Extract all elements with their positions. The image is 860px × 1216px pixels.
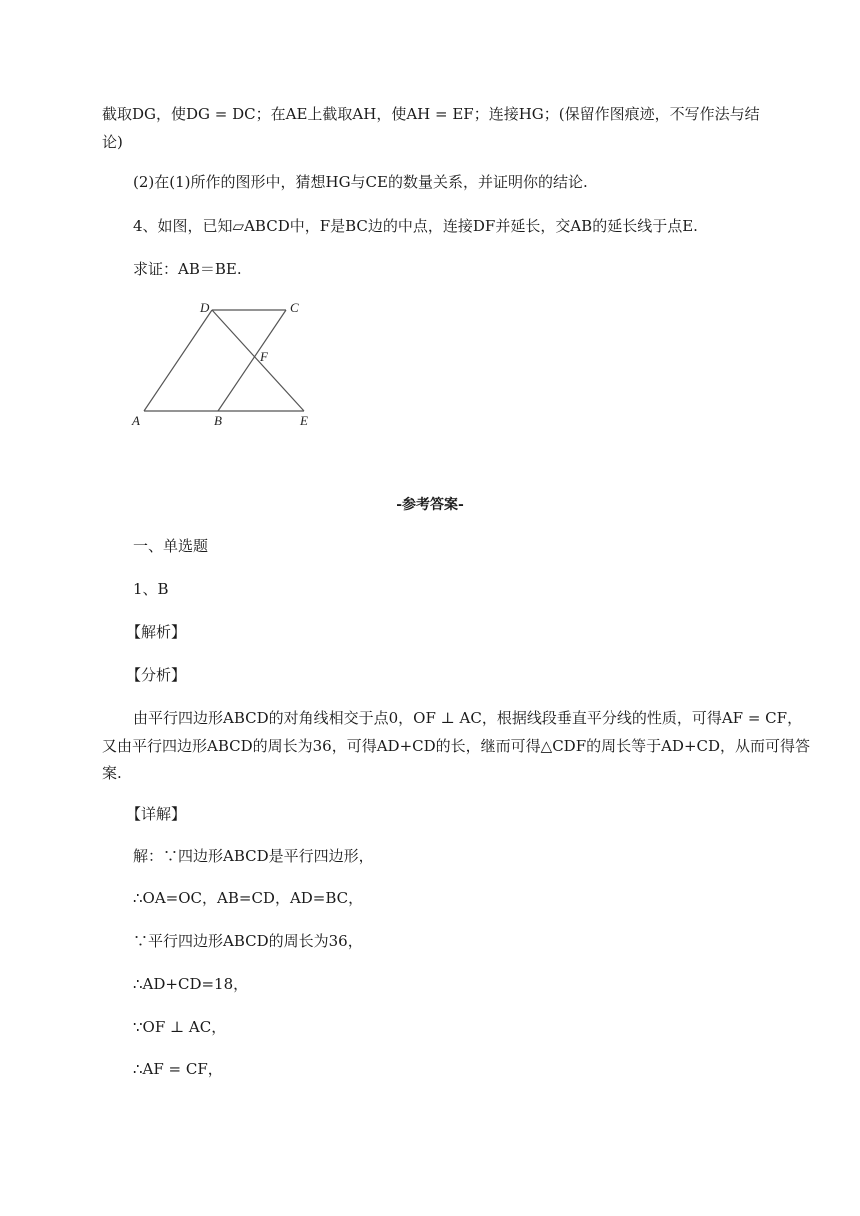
problem4-prove: 求证：AB＝BE. — [133, 260, 242, 278]
answer-q1: 1、B — [133, 580, 169, 598]
problem3-line2: 论) — [102, 133, 123, 151]
label-C: C — [290, 300, 299, 315]
label-F: F — [260, 349, 268, 364]
detail-step: ∵OF ⊥ AC， — [133, 1018, 227, 1036]
segment-DE — [212, 310, 304, 411]
fenxi-line1: 由平行四边形ABCD的对角线相交于点0，OF ⊥ AC，根据线段垂直平分线的性质，可得AF = CF， — [133, 709, 803, 727]
answers-title: -参考答案- — [396, 497, 464, 513]
fenxi-heading: 【分析】 — [126, 666, 187, 684]
label-D: D — [200, 300, 210, 315]
analysis-heading: 【解析】 — [126, 623, 187, 641]
segment-CB — [218, 310, 286, 411]
fenxi-line3: 案. — [102, 764, 122, 782]
label-B: B — [214, 413, 222, 428]
problem3-line1: 截取DG，使DG = DC；在AE上截取AH，使AH = EF；连接HG；(保留作图痕迹，不写作法与结 — [102, 105, 760, 123]
label-A: A — [132, 413, 140, 428]
parallelogram-figure — [128, 295, 328, 435]
detail-heading: 【详解】 — [126, 805, 187, 823]
section-heading: 一、单选题 — [133, 537, 209, 555]
detail-step: 解：∵四边形ABCD是平行四边形， — [133, 847, 374, 865]
fenxi-line2: 又由平行四边形ABCD的周长为36，可得AD+CD的长，继而可得△CDF的周长等于AD+CD，从而可得答 — [102, 737, 811, 755]
segment-AD — [144, 310, 212, 411]
problem4-statement: 4、如图，已知▱ABCD中，F是BC边的中点，连接DF并延长，交AB的延长线于点E. — [133, 217, 698, 235]
label-E: E — [300, 413, 308, 428]
detail-step: ∴OA=OC，AB=CD，AD=BC， — [133, 889, 364, 907]
detail-step: ∴AD+CD=18， — [133, 975, 249, 993]
problem3-part2: (2)在(1)所作的图形中，猜想HG与CE的数量关系，并证明你的结论. — [133, 173, 588, 191]
detail-step: ∵平行四边形ABCD的周长为36， — [133, 932, 363, 950]
detail-step: ∴AF = CF， — [133, 1060, 223, 1078]
